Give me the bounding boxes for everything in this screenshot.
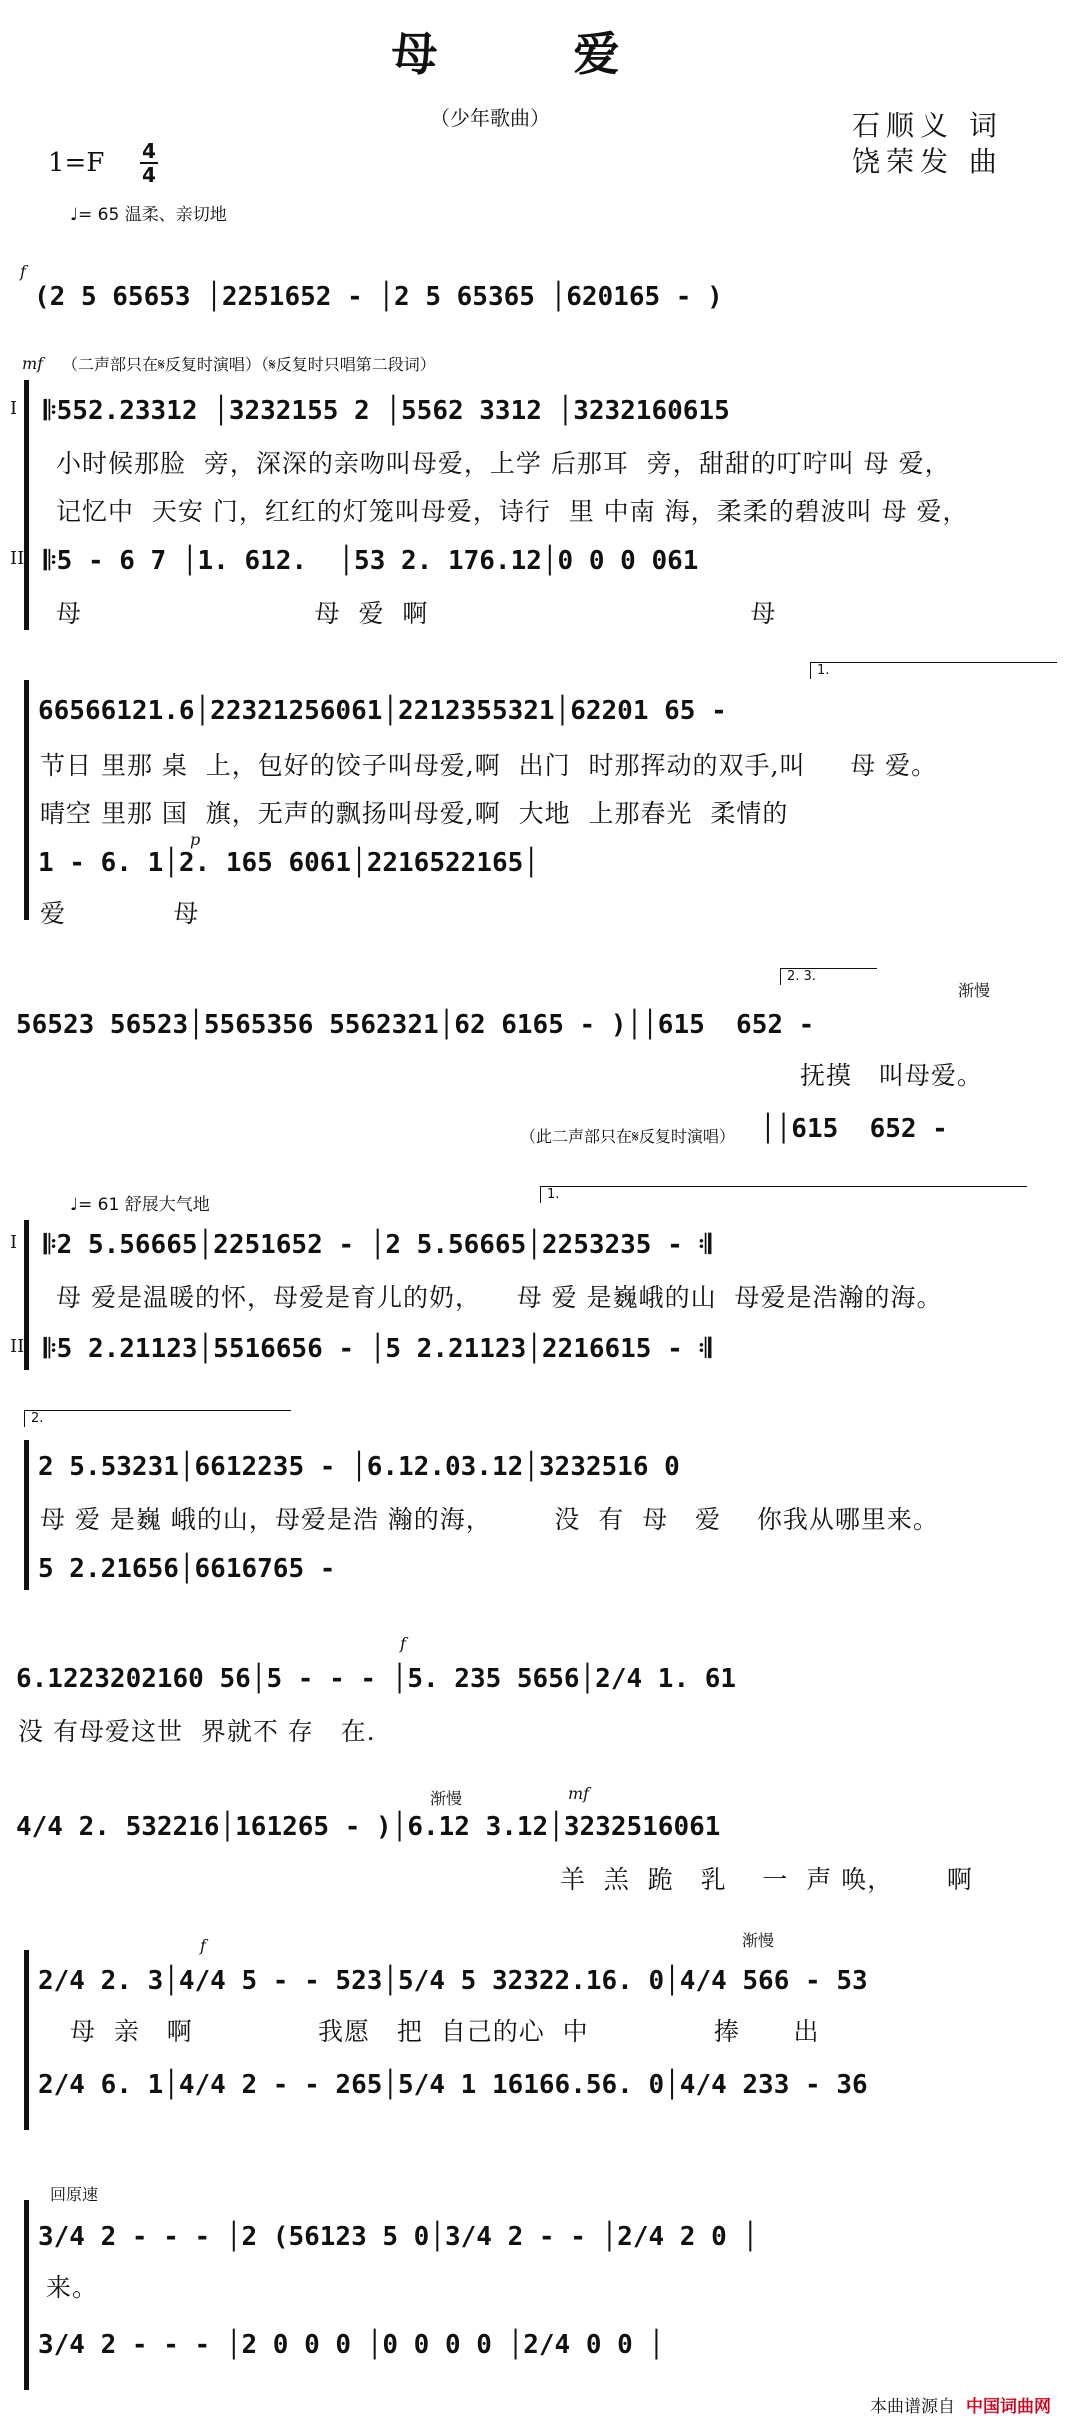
- system-brace-1: [24, 380, 29, 630]
- song-genre: （少年歌曲）: [430, 106, 550, 130]
- system-brace-4: [24, 1440, 29, 1590]
- v2-line-c: ││615 652 -: [760, 1114, 948, 1144]
- v2-line-i: 3/4 2 - - - │2 0 0 0 │0 0 0 0 │2/4 0 0 │: [38, 2330, 665, 2360]
- v2-lyric-a: 母 母 爱 啊 母: [56, 599, 777, 628]
- watermark-site[interactable]: 中国词曲网: [966, 2397, 1051, 2417]
- voice-label-1: I: [10, 398, 18, 419]
- song-title: 母 爱: [391, 27, 680, 81]
- v1-line-e: 2 5.53231│6612235 - │6.12.03.12│3232516 0: [38, 1452, 680, 1482]
- dynamic-p: p: [190, 830, 201, 849]
- key-signature: 1=F: [48, 148, 105, 178]
- lyric-line-9: 羊 羔 跪 乳 一 声 唤， 啊: [560, 1865, 973, 1894]
- v1-line-f: 6.1223202160 56│5 - - - │5. 235 5656│2/4 1. 61: [16, 1664, 737, 1694]
- v2-line-d: 𝄆5 2.21123│5516656 - │5 2.21123│2216615 - 𝄇: [44, 1334, 712, 1364]
- system-brace-6: [24, 2200, 29, 2390]
- dynamic-mf: mf: [22, 354, 44, 373]
- v1-line-b: 66566121.6│22321256061│2212355321│62201 65 -: [38, 696, 727, 726]
- dynamic-mf-2: mf: [568, 1784, 590, 1803]
- composer-credit: 饶荣发 曲: [852, 145, 1003, 178]
- lyric-line-3: 节日 里那 桌 上，包好的饺子叫母爱,啊 出门 时那挥动的双手,叫 母 爱。: [40, 751, 938, 780]
- v1-line-c: 56523 56523│5565356 5562321│62 6165 - )││615 652 -: [16, 1010, 815, 1040]
- lyric-line-11: 来。: [46, 2273, 99, 2302]
- volta-2: 2.: [24, 1410, 291, 1427]
- dynamic-f-intro: f: [20, 262, 26, 281]
- volta-1-chorus: 1.: [540, 1186, 1027, 1203]
- second-voice-note: （此二声部只在𝄋反复时演唱）: [520, 1127, 735, 1146]
- lyric-line-1: 小时候那脸 旁，深深的亲吻叫母爱，上学 后那耳 旁，甜甜的叮咛叫 母 爱，: [56, 449, 951, 478]
- system-brace-2: [24, 680, 29, 920]
- jianman-mark-3: 渐慢: [742, 1931, 775, 1950]
- dynamic-f-bridge: f: [400, 1634, 406, 1653]
- system-brace-5: [24, 1950, 29, 2130]
- voice-label-2: II: [10, 548, 25, 569]
- lyric-line-10: 母 亲 啊 我愿 把 自己的心 中 捧 出: [70, 2017, 820, 2046]
- voice-label-2b: II: [10, 1336, 25, 1357]
- v2-line-a: 𝄆5 - 6 7 │1. 612. │53 2. 176.12│0 0 0 061: [44, 546, 699, 576]
- lyric-line-8: 没 有母爱这世 界就不 存 在.: [18, 1717, 376, 1746]
- v1-line-h: 2/4 2. 3│4/4 5 - - 523│5/4 5 32322.16. 0│4/4 566 - 53: [38, 1966, 868, 1996]
- repeat-note: （二声部只在𝄋反复时演唱）（𝄋反复时只唱第二段词）: [62, 355, 436, 374]
- v1-line-i: 3/4 2 - - - │2 (56123 5 0│3/4 2 - - │2/4 2 0 │: [38, 2222, 759, 2252]
- lyric-line-6: 母 爱是温暖的怀，母爱是育儿的奶， 母 爱 是巍峨的山 母爱是浩瀚的海。: [56, 1283, 943, 1312]
- lyricist-credit: 石顺义 词: [852, 109, 1003, 142]
- v2-line-e: 5 2.21656│6616765 -: [38, 1554, 336, 1584]
- tempo-marking-2: ♩= 61 舒展大气地: [70, 1195, 210, 1215]
- v1-line-a: 𝄆552.23312 │3232155 2 │5562 3312 │3232160615: [44, 396, 730, 426]
- meter-bottom: 4: [142, 163, 156, 187]
- watermark-source: 本曲谱源自: [870, 2397, 955, 2417]
- system-brace-3: [24, 1220, 29, 1370]
- voice-label-1b: I: [10, 1232, 18, 1253]
- v1-line-g: 4/4 2. 532216│161265 - )│6.12 3.12│3232516061: [16, 1812, 721, 1842]
- dynamic-f-final: f: [200, 1936, 206, 1955]
- v2-line-h: 2/4 6. 1│4/4 2 - - 265│5/4 1 16166.56. 0│4/4 233 - 36: [38, 2070, 868, 2100]
- lyric-line-5: 抚摸 叫母爱。: [800, 1061, 983, 1090]
- intro-notes: (2 5 65653 │2251652 - │2 5 65365 │620165 - ): [34, 282, 723, 312]
- tempo-marking-1: ♩= 65 温柔、亲切地: [70, 205, 227, 225]
- v1-line-d: 𝄆2 5.56665│2251652 - │2 5.56665│2253235 - 𝄇: [44, 1230, 712, 1260]
- lyric-line-2: 记忆中 天安 门，红红的灯笼叫母爱，诗行 里 中南 海，柔柔的碧波叫 母 爱，: [56, 497, 969, 526]
- lyric-line-4: 晴空 里那 国 旗，无声的飘扬叫母爱,啊 大地 上那春光 柔情的: [40, 799, 789, 828]
- jianman-mark-1: 渐慢: [958, 981, 991, 1000]
- jianman-mark-2: 渐慢: [430, 1789, 463, 1808]
- time-signature: [140, 140, 158, 186]
- v2-line-b: 1 - 6. 1│2. 165 6061│2216522165│: [38, 848, 539, 878]
- meter-top: 4: [142, 139, 156, 163]
- volta-2-3: 2. 3.: [780, 968, 877, 985]
- volta-1: 1.: [810, 662, 1057, 679]
- huiyuansu-mark: 回原速: [50, 2185, 99, 2204]
- lyric-line-7: 母 爱 是巍 峨的山，母爱是浩 瀚的海， 没 有 母 爱 你我从哪里来。: [40, 1505, 939, 1534]
- v2-lyric-b: 爱 母: [40, 899, 200, 928]
